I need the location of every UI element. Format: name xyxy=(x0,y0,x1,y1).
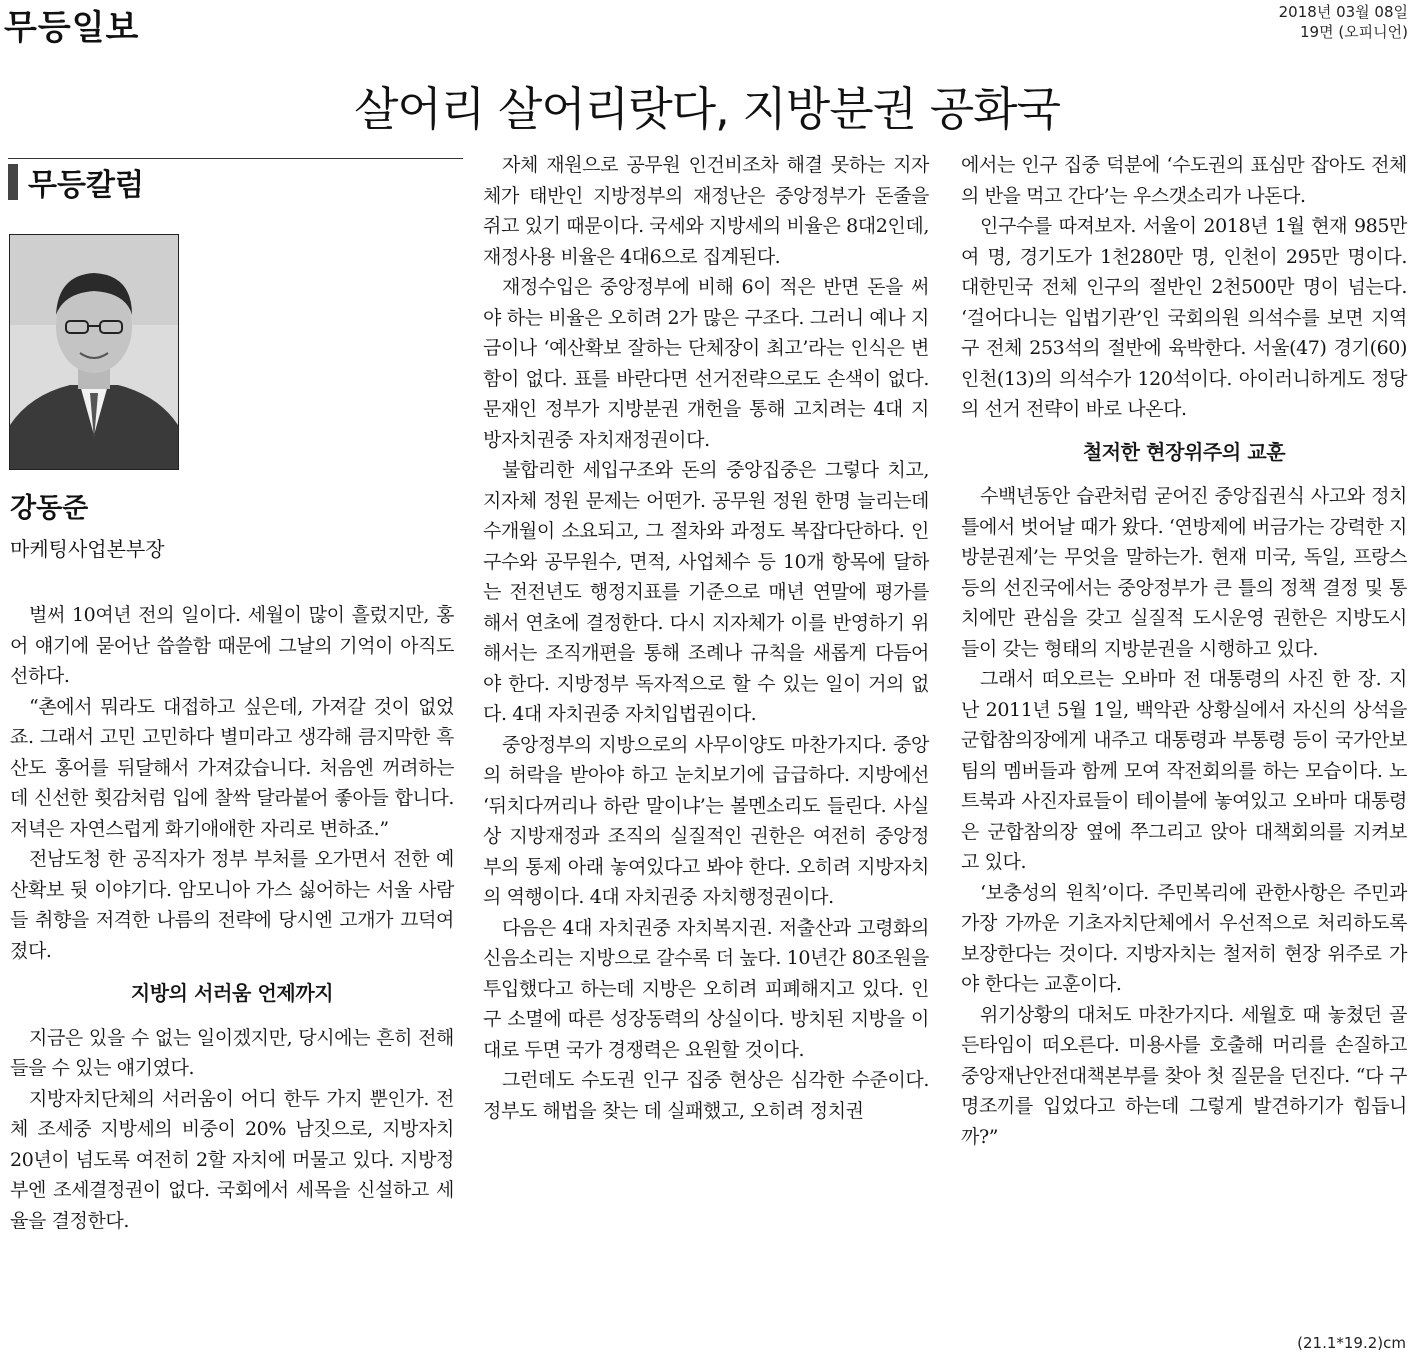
paragraph: 그래서 떠오르는 오바마 전 대통령의 사진 한 장. 지난 2011년 5월 1일, 백악관 상황실에서 자신의 상석을 군합참의장에게 내주고 대통령과 부통령 등이 국가안보팀의 멤버들과 함께 모여 작전회의를 하는 모습이다. 노트북과 사진자료들이 테이블에 놓여있고 오바마 대통령은 군합참의장 옆에 쭈그리고 앉아 대책회의를 지켜보고 있다. xyxy=(961,668,1407,873)
paragraph: 벌써 10여년 전의 일이다. 세월이 많이 흘렀지만, 홍어 얘기에 묻어난 씁쓸함 때문에 그날의 기억이 아직도 선하다. xyxy=(10,604,454,687)
paragraph: “촌에서 뭐라도 대접하고 싶은데, 가져갈 것이 없었죠. 그래서 고민 고민하다 별미라고 생각해 큼지막한 흑산도 홍어를 뒤달해서 가져갔습니다. 처음엔 꺼려하는데 신선한 횟감처럼 입에 찰싹 달라붙어 좋아들 합니다. 저녁은 자연스럽게 화기애애한 자리로 변하죠.” xyxy=(10,695,454,840)
subheading: 철저한 현장위주의 교훈 xyxy=(1082,439,1286,464)
subheading: 지방의 서러움 언제까지 xyxy=(130,981,334,1005)
paragraph: 전남도청 한 공직자가 정부 부처를 오가면서 전한 예산확보 뒷 이야기다. 암모니아 가스 싫어하는 서울 사람들 취향을 저격한 나름의 전략에 당시엔 고개가 끄덕여졌다. xyxy=(10,848,454,962)
paragraph: ‘보충성의 원칙’이다. 주민복리에 관한사항은 주민과 가장 가까운 기초자치단체에서 우선적으로 처리하도록 보장한다는 것이다. 지방자치는 철저히 현장 위주로 가야 한다는 교훈이다. xyxy=(961,881,1407,995)
column-tag-bar xyxy=(8,164,18,200)
article-column-3 xyxy=(961,150,1407,1152)
paragraph: 중앙정부의 지방으로의 사무이양도 마찬가지다. 중앙의 허락을 받아야 하고 눈치보기에 급급하다. 지방에선 ‘뒤치다꺼리나 하란 말이냐’는 볼멘소리도 들린다. 사실상 지방재정과 조직의 실질적인 권한은 여전히 중앙정부의 통제 아래 놓여있다고 봐야 한다. 오히려 지방자치의 역행이다. 4대 자치권중 자치행정권이다. xyxy=(483,733,929,908)
column-tag xyxy=(8,162,144,202)
paragraph: 자체 재원으로 공무원 인건비조차 해결 못하는 지자체가 태반인 지방정부의 재정난은 중앙정부가 돈줄을 쥐고 있기 때문이다. 국세와 지방세의 비율은 8대2인데, 재정사용 비율은 4대6으로 집계된다. xyxy=(483,154,929,268)
paragraph: 위기상황의 대처도 마찬가지다. 세월호 때 놓쳤던 골든타임이 떠오른다. 미용사를 호출해 머리를 손질하고 중앙재난안전대책본부를 찾아 첫 질문을 던진다. “다 구명조끼를 입었다고 하는데 그렇게 발견하기가 힘듭니까?” xyxy=(961,1003,1407,1148)
author-photo xyxy=(9,234,179,470)
author-title: 마케팅사업본부장 xyxy=(10,537,165,561)
article-headline: 살어리 살어리랏다, 지방분권 공화국 xyxy=(353,81,1061,136)
issue-date: 2018년 03월 08일 xyxy=(1278,3,1408,21)
issue-page: 19면 (오피니언) xyxy=(1299,23,1408,41)
author-name: 강동준 xyxy=(10,493,89,524)
newspaper-masthead: 무등일보 xyxy=(4,8,140,48)
paragraph: 그런데도 수도권 인구 집중 현상은 심각한 수준이다. 정부도 해법을 찾는 데 실패했고, 오히려 정치권 xyxy=(483,1069,929,1122)
paragraph: 인구수를 따져보자. 서울이 2018년 1월 현재 985만여 명, 경기도가 1천280만 명, 인천이 295만 명이다. 대한민국 전체 인구의 절반인 2천500만 명이 넘는다. ‘걸어다니는 입법기관’인 국회의원 의석수를 보면 지역구 전체 253석의 절반에 육박한다. 서울(47) 경기(60) 인천(13)의 의석수가 120석이다. 아이러니하게도 정당의 선거 전략이 바로 나온다. xyxy=(961,215,1407,420)
issue-meta xyxy=(1279,2,1408,42)
paragraph: 불합리한 세입구조와 돈의 중앙집중은 그렇다 치고, 지자체 정원 문제는 어떤가. 공무원 정원 한명 늘리는데 수개월이 소요되고, 그 절차와 과정도 복잡다단하다. 인구수와 공무원수, 면적, 사업체수 등 10개 항목에 달하는 전전년도 행정지표를 기준으로 매년 연말에 평가를 해서 연초에 결정한다. 다시 지자체가 이를 반영하기 위해서는 조직개편을 통해 조례나 규칙을 새롭게 다듬어야 한다. 지방정부 독자적으로 할 수 있는 일이 거의 없다. 4대 자치권중 자치입법권이다. xyxy=(483,459,929,725)
paragraph: 다음은 4대 자치권중 자치복지권. 저출산과 고령화의 신음소리는 지방으로 갈수록 더 높다. 10년간 80조원을 투입했다고 하는데 지방은 오히려 피폐해지고 있다. 인구 소멸에 따른 성장동력의 상실이다. 방치된 지방을 이대로 두면 국가 경쟁력은 요원할 것이다. xyxy=(483,916,929,1061)
column-tag-label: 무등칼럼 xyxy=(28,168,144,203)
paragraph-continued: 에서는 인구 집중 덕분에 ‘수도권의 표심만 잡아도 전체의 반을 먹고 간다’는 우스갯소리가 나돈다. xyxy=(961,154,1407,207)
paragraph: 재정수입은 중앙정부에 비해 6이 적은 반면 돈을 써야 하는 비율은 오히려 2가 많은 구조다. 그러니 예나 지금이나 ‘예산확보 잘하는 단체장이 최고’라는 인식은 변함이 없다. 표를 바란다면 선거전략으로도 손색이 없다. 문재인 정부가 지방분권 개헌을 통해 고치려는 4대 지방자치권중 자치재정권이다. xyxy=(483,276,929,451)
paragraph: 지방자치단체의 서러움이 어디 한두 가지 뿐인가. 전체 조세중 지방세의 비중이 20% 남짓으로, 지방자치 20년이 넘도록 여전히 2할 자치에 머물고 있다. 지방정부엔 조세결정권이 없다. 국회에서 세목을 신설하고 세율을 결정한다. xyxy=(10,1087,454,1232)
paragraph: 수백년동안 습관처럼 굳어진 중앙집권식 사고와 정치 틀에서 벗어날 때가 왔다. ‘연방제에 버금가는 강력한 지방분권제’는 무엇을 말하는가. 현재 미국, 독일, 프랑스 등의 선진국에서는 중앙정부가 큰 틀의 정책 결정 및 통치에만 관심을 갖고 실질적 도시운영 권한은 지방도시들이 갖는 형태의 지방분권을 시행하고 있다. xyxy=(961,485,1407,660)
column-rule xyxy=(8,158,463,159)
clipping-size-note: (21.1*19.2)cm xyxy=(1297,1334,1406,1352)
author-portrait-image xyxy=(10,235,178,469)
paragraph: 지금은 있을 수 없는 일이겠지만, 당시에는 흔히 전해들을 수 있는 얘기였다. xyxy=(10,1026,454,1079)
article-column-1 xyxy=(10,600,454,1236)
article-column-2 xyxy=(483,150,929,1126)
